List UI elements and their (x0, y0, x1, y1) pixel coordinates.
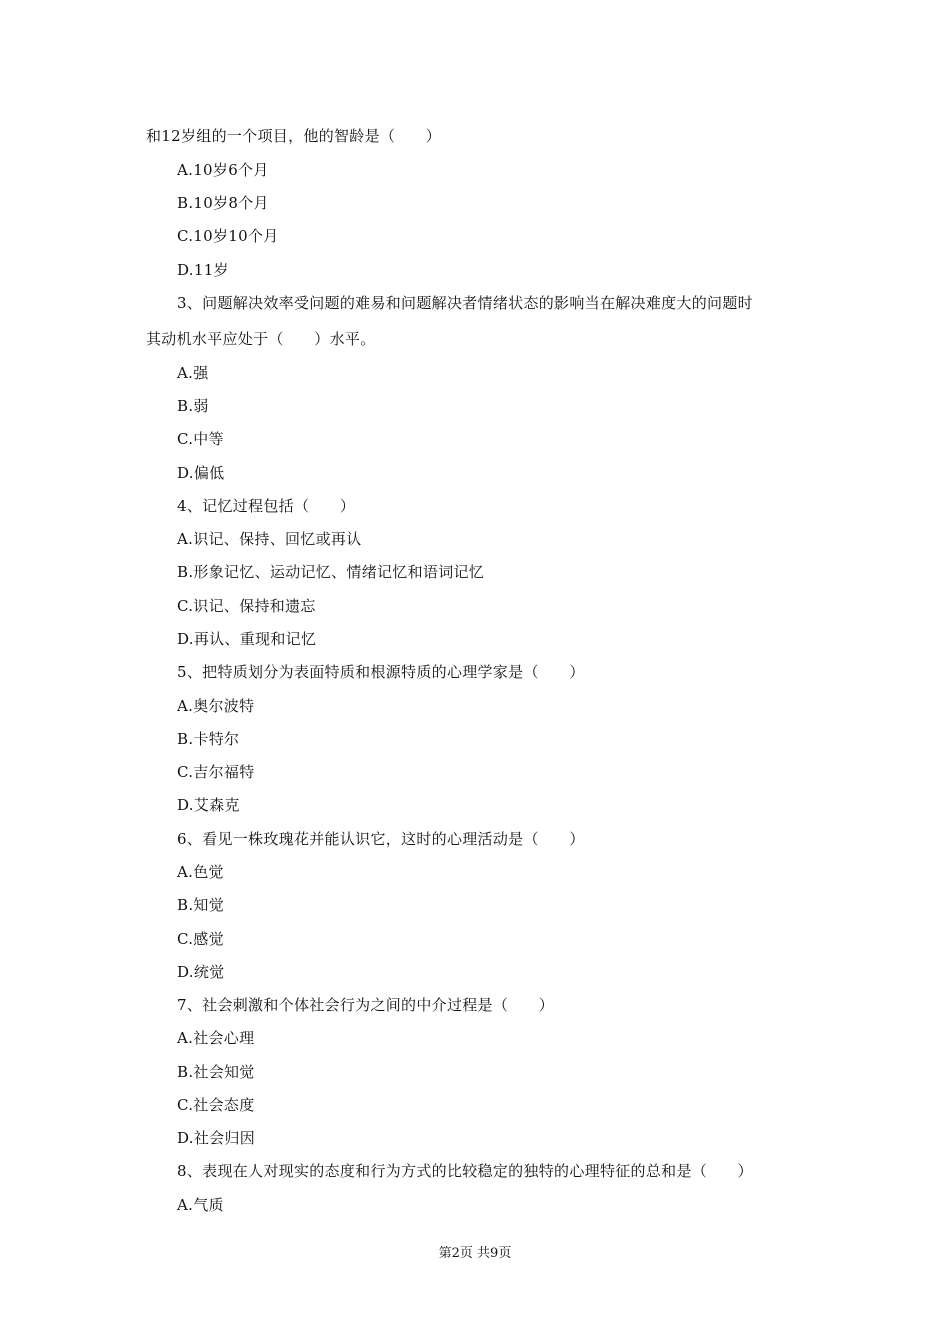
question-7-option-b: B.社会知觉 (177, 1063, 255, 1081)
question-2-option-c: C.10岁10个月 (177, 227, 279, 245)
question-5-option-c: C.吉尔福特 (177, 763, 255, 781)
question-3-option-d: D.偏低 (177, 464, 225, 482)
question-6-option-b: B.知觉 (177, 896, 224, 914)
question-6-option-c: C.感觉 (177, 930, 224, 948)
page-number-footer: 第2页 共9页 (438, 1246, 512, 1261)
question-6-stem: 6、看见一株玫瑰花并能认识它，这时的心理活动是（ ） (177, 830, 585, 848)
question-4-option-d: D.再认、重现和记忆 (177, 630, 317, 648)
question-8-option-a: A.气质 (177, 1196, 224, 1214)
question-2-stem-continuation: 和12岁组的一个项目，他的智龄是（ ） (146, 127, 442, 145)
question-8-stem: 8、表现在人对现实的态度和行为方式的比较稳定的独特的心理特征的总和是（ ） (177, 1162, 753, 1180)
question-7-option-d: D.社会归因 (177, 1129, 256, 1147)
question-4-option-c: C.识记、保持和遗忘 (177, 597, 316, 615)
question-6-option-d: D.统觉 (177, 963, 225, 981)
question-3-stem-line-2: 其动机水平应处于（ ）水平。 (146, 330, 376, 348)
question-5-option-d: D.艾森克 (177, 796, 240, 814)
question-3-stem-line-1: 3、问题解决效率受问题的难易和问题解决者情绪状态的影响当在解决难度大的问题时 (177, 294, 753, 312)
question-3-option-b: B.弱 (177, 397, 209, 415)
question-2-option-b: B.10岁8个月 (177, 194, 269, 212)
question-3-option-a: A.强 (177, 364, 209, 382)
question-2-option-a: A.10岁6个月 (177, 161, 269, 179)
question-5-option-a: A.奥尔波特 (177, 697, 255, 715)
question-7-option-c: C.社会态度 (177, 1096, 255, 1114)
question-4-stem: 4、记忆过程包括（ ） (177, 497, 356, 515)
question-2-option-d: D.11岁 (177, 261, 229, 279)
question-3-option-c: C.中等 (177, 430, 224, 448)
question-4-option-b: B.形象记忆、运动记忆、情绪记忆和语词记忆 (177, 563, 485, 581)
question-7-option-a: A.社会心理 (177, 1029, 255, 1047)
question-4-option-a: A.识记、保持、回忆或再认 (177, 530, 362, 548)
question-7-stem: 7、社会刺激和个体社会行为之间的中介过程是（ ） (177, 996, 555, 1014)
question-5-option-b: B.卡特尔 (177, 730, 240, 748)
question-5-stem: 5、把特质划分为表面特质和根源特质的心理学家是（ ） (177, 663, 585, 681)
question-6-option-a: A.色觉 (177, 863, 224, 881)
